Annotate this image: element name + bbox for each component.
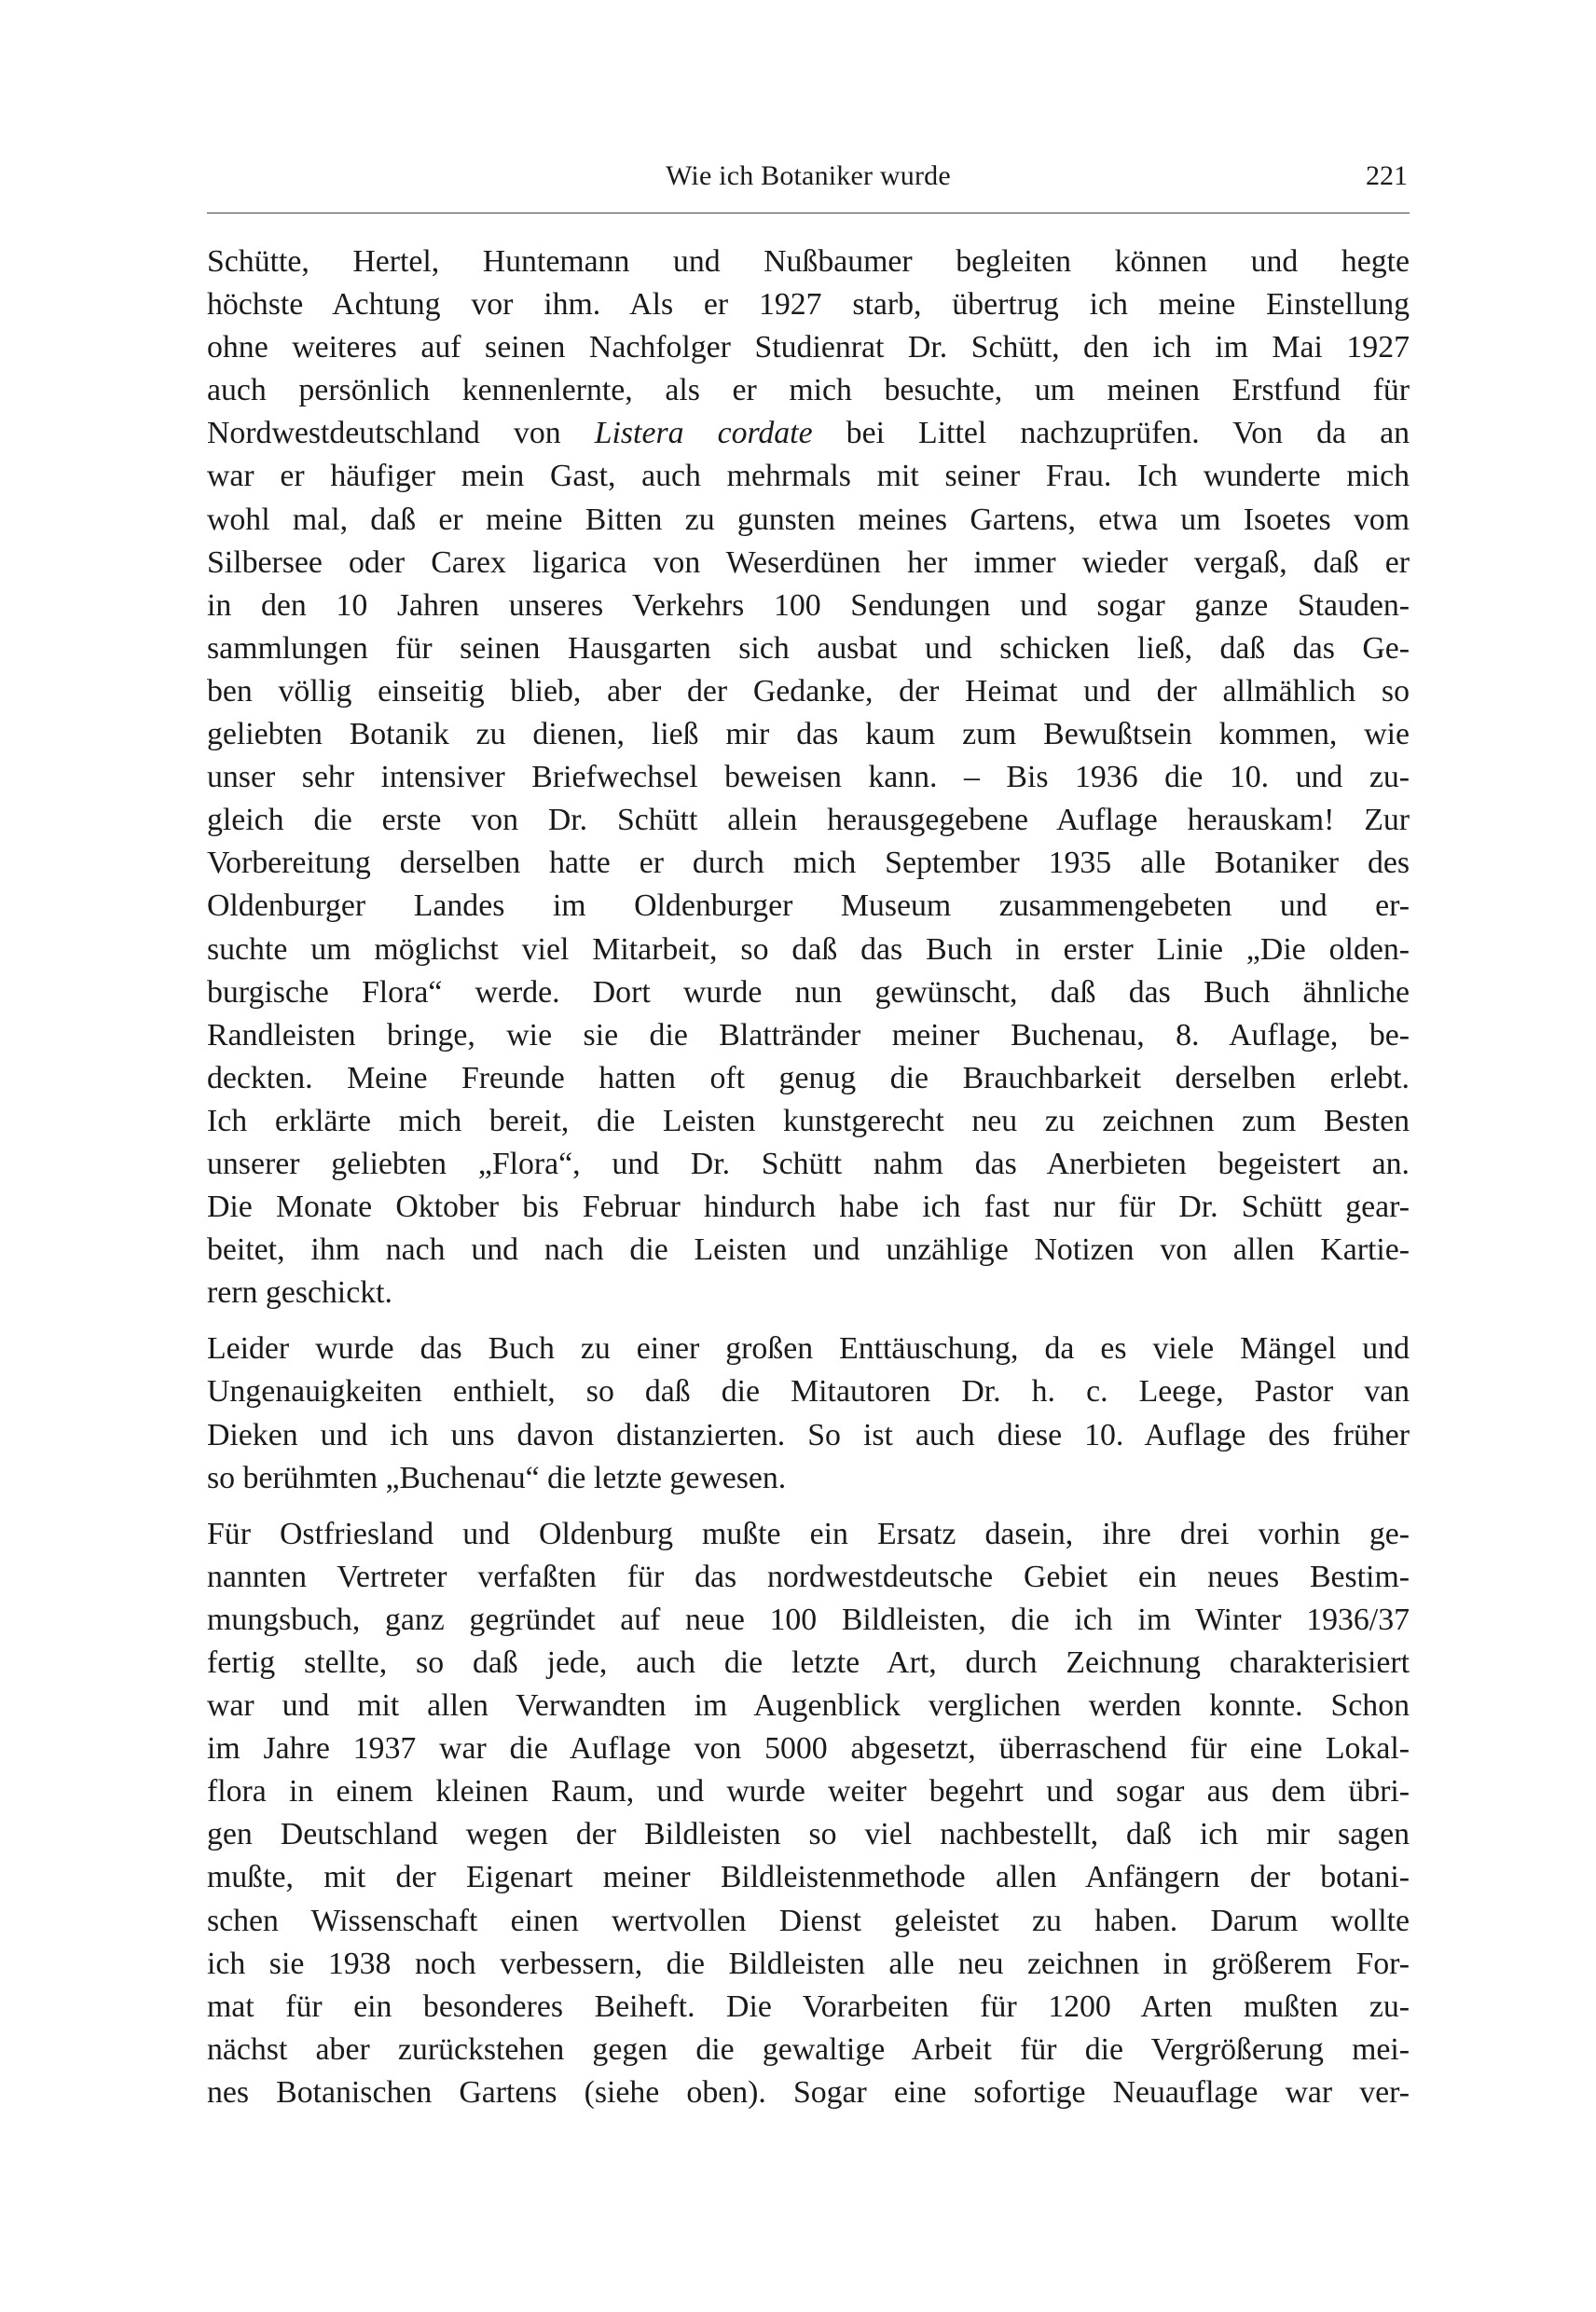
- text-line: mungsbuch, ganz gegründet auf neue 100 Bildleisten, die ich im Winter 1936/37: [207, 1602, 1410, 1637]
- text-line: Leider wurde das Buch zu einer großen Enttäuschung, da es viele Mängel und: [207, 1331, 1410, 1367]
- text-line: nes Botanischen Gartens (siehe oben). Sogar eine sofortige Neuauflage war ver-: [207, 2074, 1410, 2110]
- text-line: Schütte, Hertel, Huntemann und Nußbaumer begleiten können und hegte: [207, 244, 1410, 279]
- text-line: auch persönlich kennenlernte, als er mich besuchte, um meinen Erstfund für: [207, 373, 1410, 408]
- text-line: Nordwestdeutschland von Listera cordate bei Littel nachzuprüfen. Von da an: [207, 416, 1410, 451]
- page-number: 221: [1366, 160, 1408, 191]
- text-line: sammlungen für seinen Hausgarten sich ausbat und schicken ließ, daß das Ge-: [207, 630, 1410, 666]
- running-title: Wie ich Botaniker wurde: [666, 160, 951, 191]
- text-line: im Jahre 1937 war die Auflage von 5000 abgesetzt, überraschend für eine Lokal-: [207, 1731, 1410, 1767]
- text-line: suchte um möglichst viel Mitarbeit, so daß das Buch in erster Linie „Die olden-: [207, 931, 1410, 967]
- text-line: Vorbereitung derselben hatte er durch mich September 1935 alle Botaniker des: [207, 846, 1410, 881]
- text-line: gen Deutschland wegen der Bildleisten so viel nachbestellt, daß ich mir sagen: [207, 1817, 1410, 1852]
- text-line: Randleisten bringe, wie sie die Blattränder meiner Buchenau, 8. Auflage, be-: [207, 1017, 1410, 1053]
- paragraph: [207, 241, 1410, 1314]
- italic-species-name: Listera cordate: [594, 416, 813, 451]
- text-line: mat für ein besonderes Beiheft. Die Vorarbeiten für 1200 Arten mußten zu-: [207, 1989, 1410, 2024]
- text-line: ohne weiteres auf seinen Nachfolger Studienrat Dr. Schütt, den ich im Mai 1927: [207, 330, 1410, 365]
- text-line: nächst aber zurückstehen gegen die gewaltige Arbeit für die Vergrößerung mei-: [207, 2031, 1410, 2067]
- text-line: rern geschickt.: [207, 1275, 392, 1311]
- text-line: flora in einem kleinen Raum, und wurde weiter begehrt und sogar aus dem übri-: [207, 1774, 1410, 1810]
- text-line: burgische Flora“ werde. Dort wurde nun gewünscht, daß das Buch ähnliche: [207, 974, 1410, 1010]
- text-line: Ungenauigkeiten enthielt, so daß die Mitautoren Dr. h. c. Leege, Pastor van: [207, 1374, 1410, 1410]
- text-line: beitet, ihm nach und nach die Leisten und unzählige Notizen von allen Kartie-: [207, 1232, 1410, 1268]
- page-header: [207, 157, 1410, 213]
- text-line: gleich die erste von Dr. Schütt allein herausgegebene Auflage herauskam! Zur: [207, 803, 1410, 838]
- text-line: Oldenburger Landes im Oldenburger Museum zusammengebeten und er-: [207, 888, 1410, 924]
- text-line: höchste Achtung vor ihm. Als er 1927 starb, übertrug ich meine Einstellung: [207, 287, 1410, 323]
- text-line: Ich erklärte mich bereit, die Leisten kunstgerecht neu zu zeichnen zum Besten: [207, 1103, 1410, 1138]
- body-text: [207, 241, 1410, 2127]
- text-line: so berühmten „Buchenau“ die letzte gewesen.: [207, 1460, 787, 1495]
- text-line: nannten Vertreter verfaßten für das nordwestdeutsche Gebiet ein neues Bestim-: [207, 1559, 1410, 1594]
- text-line: ich sie 1938 noch verbessern, die Bildleisten alle neu zeichnen in größerem For-: [207, 1946, 1410, 1981]
- paragraph: [207, 1513, 1410, 2114]
- text-line: Für Ostfriesland und Oldenburg mußte ein Ersatz dasein, ihre drei vorhin ge-: [207, 1516, 1410, 1551]
- text-line: Die Monate Oktober bis Februar hindurch habe ich fast nur für Dr. Schütt gear-: [207, 1190, 1410, 1225]
- text-line: war und mit allen Verwandten im Augenblick verglichen werden konnte. Schon: [207, 1688, 1410, 1724]
- text-line: unser sehr intensiver Briefwechsel beweisen kann. – Bis 1936 die 10. und zu-: [207, 760, 1410, 795]
- text-line: fertig stellte, so daß jede, auch die letzte Art, durch Zeichnung charakterisiert: [207, 1645, 1410, 1680]
- text-line: schen Wissenschaft einen wertvollen Dienst geleistet zu haben. Darum wollte: [207, 1903, 1410, 1938]
- paragraph: [207, 1328, 1410, 1499]
- text-line: in den 10 Jahren unseres Verkehrs 100 Sendungen und sogar ganze Stauden-: [207, 587, 1410, 623]
- text-line: Dieken und ich uns davon distanzierten. So ist auch diese 10. Auflage des früher: [207, 1417, 1410, 1452]
- text-line: mußte, mit der Eigenart meiner Bildleistenmethode allen Anfängern der botani-: [207, 1860, 1410, 1895]
- text-line: ben völlig einseitig blieb, aber der Gedanke, der Heimat und der allmählich so: [207, 673, 1410, 709]
- text-line: unserer geliebten „Flora“, und Dr. Schütt nahm das Anerbieten begeistert an.: [207, 1146, 1410, 1181]
- text-line: Silbersee oder Carex ligarica von Weserdünen her immer wieder vergaß, daß er: [207, 544, 1410, 580]
- text-line: deckten. Meine Freunde hatten oft genug die Brauchbarkeit derselben erlebt.: [207, 1060, 1410, 1095]
- text-line: wohl mal, daß er meine Bitten zu gunsten meines Gartens, etwa um Isoetes vom: [207, 502, 1410, 537]
- text-line: geliebten Botanik zu dienen, ließ mir das kaum zum Bewußtsein kommen, wie: [207, 717, 1410, 752]
- text-line: war er häufiger mein Gast, auch mehrmals mit seiner Frau. Ich wunderte mich: [207, 459, 1410, 494]
